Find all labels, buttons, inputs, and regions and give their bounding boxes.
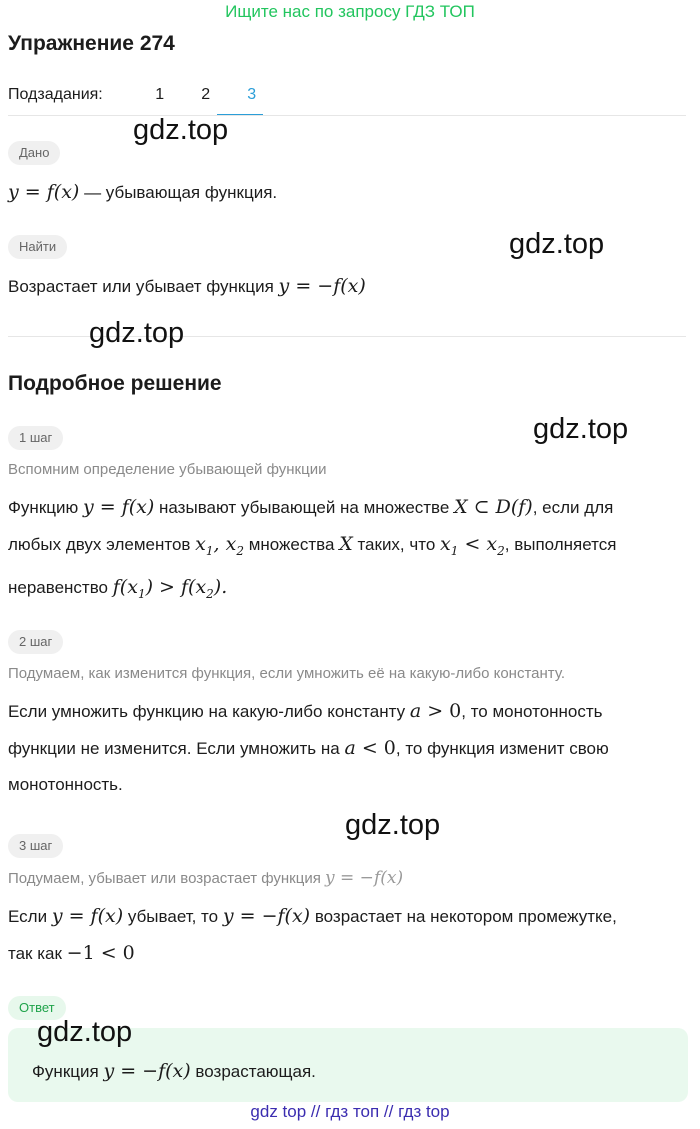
- given-text: y = f(x) — убывающая функция.: [8, 181, 278, 203]
- tab-subtask-2[interactable]: 2: [201, 86, 211, 103]
- step-3-badge: 3 шаг: [8, 834, 63, 858]
- search-banner: Ищите нас по запросу ГДЗ ТОП: [225, 2, 475, 21]
- step-2-hint: Подумаем, как изменится функция, если умножить её на какую-либо константу.: [8, 665, 565, 682]
- subtasks-label: Подзадания:: [8, 86, 103, 103]
- step-1-badge: 1 шаг: [8, 426, 63, 450]
- step-1-text: Функцию y = f(x) называют убывающей на множестве X ⊂ D(f), если для любых двух элементов $x_1$, $x_2$ множества X таких, что $x_1 < x_2$, выполняется неравенство $f(x_1) > f(x_2)$.: [8, 496, 617, 601]
- step-3-text: Если y = f(x) убывает, то y = −f(x) возрастает на некотором промежутке, так как −1 < 0: [8, 905, 617, 964]
- page-title: Упражнение 274: [8, 32, 175, 55]
- find-text: Возрастает или убывает функция y = −f(x): [8, 275, 366, 297]
- tab-subtask-1[interactable]: 1: [155, 86, 165, 103]
- footer-links[interactable]: gdz top // гдз топ // гдз top: [250, 1102, 450, 1121]
- watermark: gdz.top: [345, 809, 441, 841]
- watermark: gdz.top: [509, 228, 605, 260]
- answer-text: Функция y = −f(x) возрастающая.: [32, 1060, 316, 1082]
- step-2-text: Если умножить функцию на какую-либо константу a > 0, то монотонность функции не изменится. Если умножить на a < 0, то функция изменит свою монотонность.: [8, 700, 609, 794]
- find-badge: Найти: [8, 235, 67, 259]
- watermark: gdz.top: [533, 413, 629, 445]
- watermark: gdz.top: [37, 1016, 133, 1048]
- given-badge: Дано: [8, 141, 60, 165]
- divider: [8, 115, 686, 116]
- watermark: gdz.top: [89, 317, 185, 349]
- step-3-hint: Подумаем, убывает или возрастает функция y = −f(x): [8, 868, 404, 888]
- watermark: gdz.top: [133, 114, 229, 146]
- answer-badge: Ответ: [8, 996, 66, 1020]
- subtasks-nav: [8, 86, 275, 104]
- tab-subtask-3[interactable]: 3: [247, 86, 257, 103]
- step-2-badge: 2 шаг: [8, 630, 63, 654]
- step-1-hint: Вспомним определение убывающей функции: [8, 461, 327, 478]
- solution-title: Подробное решение: [8, 372, 222, 395]
